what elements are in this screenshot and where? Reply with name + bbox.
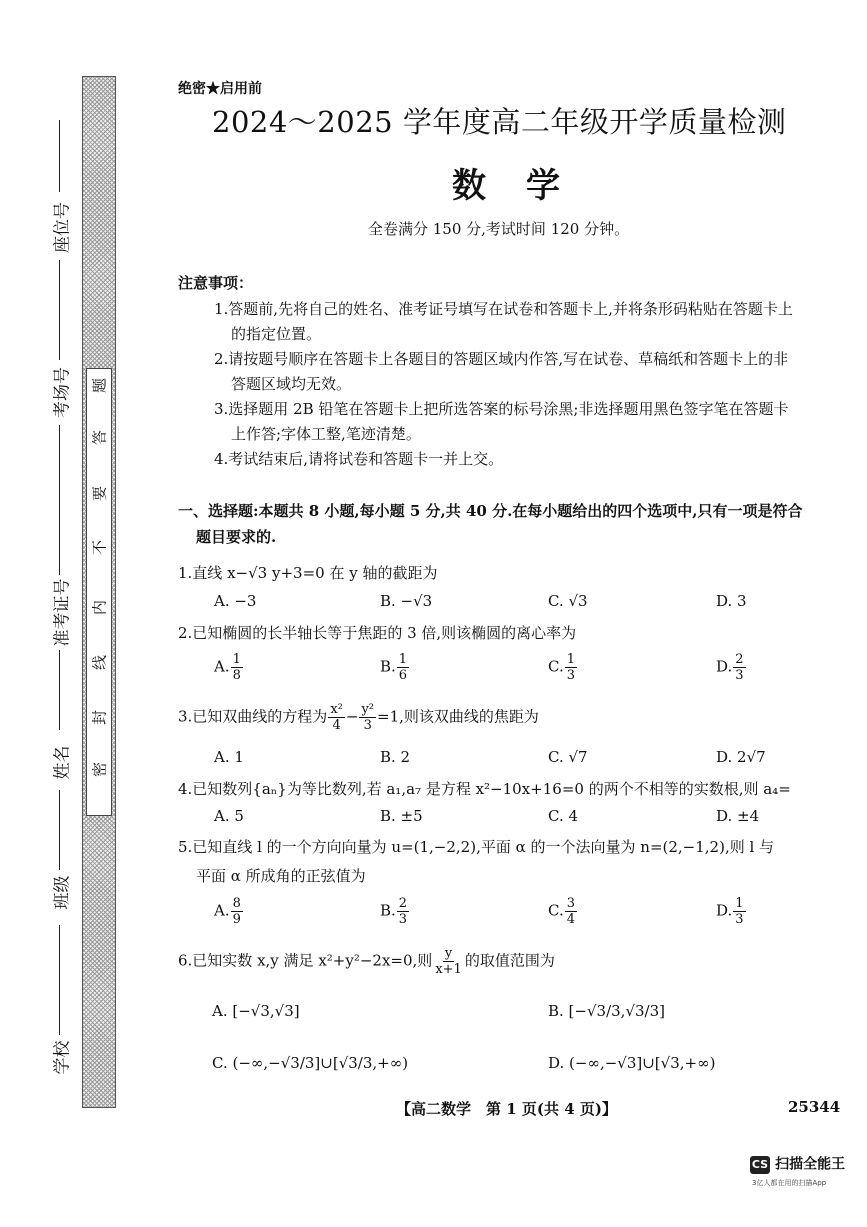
notes-heading: 注意事项： [178, 274, 254, 292]
q4-option-b: B. ±5 [380, 807, 423, 825]
school-label: 学校 [52, 1040, 73, 1075]
q4-option-d: D. ±4 [716, 807, 760, 825]
question-1-stem: 1.直线 x−√3 y+3=0 在 y 轴的截距为 [178, 564, 438, 582]
q5-option-d: D. $\frac{1}{3}$ [716, 896, 744, 927]
seal-char: 答 [90, 430, 109, 446]
q3-option-c: C. √7 [548, 748, 588, 766]
q2-option-b: B. $\frac{1}{6}$ [380, 652, 408, 683]
question-5-stem-cont: 平面 α 所成角的正弦值为 [196, 867, 366, 885]
seat-number-label: 座位号 [52, 202, 73, 253]
class-label: 班级 [52, 875, 73, 910]
q5-option-c: C. $\frac{3}{4}$ [548, 896, 575, 927]
section-heading: 一、选择题:本题共 8 小题,每小题 5 分,共 40 分.在每小题给出的四个选项中,只有一项是符合 [178, 502, 803, 520]
q4-option-a: A. 5 [214, 807, 244, 825]
q5-option-b: B. $\frac{2}{3}$ [380, 896, 408, 927]
seal-char: 要 [90, 486, 109, 502]
note-line: 上作答;字体工整,笔迹清楚。 [231, 425, 421, 443]
ticket-line [59, 425, 60, 575]
q3-option-b: B. 2 [380, 748, 411, 766]
q2-option-a: A. $\frac{1}{8}$ [214, 652, 241, 683]
note-line: 答题区域均无效。 [231, 375, 352, 393]
seal-char: 封 [90, 710, 109, 726]
q1-option-a: A. −3 [214, 592, 257, 610]
exam-code: 25344 [788, 1098, 841, 1116]
name-label: 姓名 [52, 745, 73, 780]
exam-info: 全卷满分 150 分,考试时间 120 分钟。 [368, 220, 630, 238]
q1-option-b: B. −√3 [380, 592, 433, 610]
q5-option-a: A. $\frac{8}{9}$ [214, 896, 241, 927]
q3-option-d: D. 2√7 [716, 748, 766, 766]
seal-char: 线 [90, 655, 109, 671]
q6-option-d: D. (−∞,−√3]∪[√3,+∞) [548, 1054, 716, 1072]
q1-option-d: D. 3 [716, 592, 747, 610]
scanner-tagline: 3亿人都在用的扫描App [752, 1179, 827, 1187]
note-line: 的指定位置。 [231, 325, 322, 343]
seat-line [59, 120, 60, 192]
scanner-logo-icon: CS [750, 1156, 770, 1174]
scanner-brand: 扫描全能王 [775, 1156, 846, 1173]
question-5-stem: 5.已知直线 l 的一个方向向量为 u=(1,−2,2),平面 α 的一个法向量为 n=(2,−1,2),则 l 与 [178, 838, 775, 856]
scanner-watermark [750, 1153, 845, 1174]
seal-char: 不 [90, 540, 109, 556]
note-line: 4.考试结束后,请将试卷和答题卡一并上交。 [214, 450, 504, 468]
secret-label: 绝密★启用前 [178, 81, 262, 97]
page-footer: 【高二数学 第 1 页(共 4 页)】 [396, 1100, 617, 1118]
question-6-stem: 6.已知实数 x,y 满足 x²+y²−2x=0,则 $\frac{y}{x+1}$ 的取值范围为 [178, 946, 555, 977]
question-2-stem: 2.已知椭圆的长半轴长等于焦距的 3 倍,则该椭圆的离心率为 [178, 624, 577, 642]
question-4-stem: 4.已知数列{aₙ}为等比数列,若 a₁,a₇ 是方程 x²−10x+16=0 的两个不相等的实数根,则 a₄= [178, 780, 791, 798]
exam-title: 2024～2025 学年度高二年级开学质量检测 [212, 105, 787, 139]
section-heading-cont: 题目要求的. [196, 528, 277, 546]
note-line: 3.选择题用 2B 铅笔在答题卡上把所选答案的标号涂黑;非选择题用黑色签字笔在答题卡 [214, 400, 789, 418]
seal-char: 内 [90, 600, 109, 616]
seal-char: 密 [90, 762, 109, 778]
seal-notice-box [86, 368, 112, 816]
question-3-stem: 3.已知双曲线的方程为 $\frac{\text{x²}}{4}$ − $\frac{\text{y²}}{3}$ =1,则该双曲线的焦距为 [178, 702, 539, 733]
q6-option-c: C. (−∞,−√3/3]∪[√3/3,+∞) [212, 1054, 409, 1072]
q6-option-b: B. [−√3/3,√3/3] [548, 1002, 665, 1020]
exam-room-label: 考场号 [52, 367, 73, 418]
q1-option-c: C. √3 [548, 592, 588, 610]
q3-option-a: A. 1 [214, 748, 244, 766]
q4-option-c: C. 4 [548, 807, 579, 825]
q2-option-c: C. $\frac{1}{3}$ [548, 652, 575, 683]
note-line: 2.请按题号顺序在答题卡上各题目的答题区域内作答,写在试卷、草稿纸和答题卡上的非 [214, 350, 789, 368]
subject-title: 数学 [452, 166, 600, 206]
name-line [59, 650, 60, 730]
exam-room-line [59, 260, 60, 360]
q2-option-d: D. $\frac{2}{3}$ [716, 652, 744, 683]
q6-option-a: A. [−√3,√3] [212, 1002, 300, 1020]
ticket-number-label: 准考证号 [52, 578, 73, 647]
seal-char: 题 [90, 378, 109, 394]
note-line: 1.答题前,先将自己的姓名、准考证号填写在试卷和答题卡上,并将条形码粘贴在答题卡上 [214, 300, 793, 318]
